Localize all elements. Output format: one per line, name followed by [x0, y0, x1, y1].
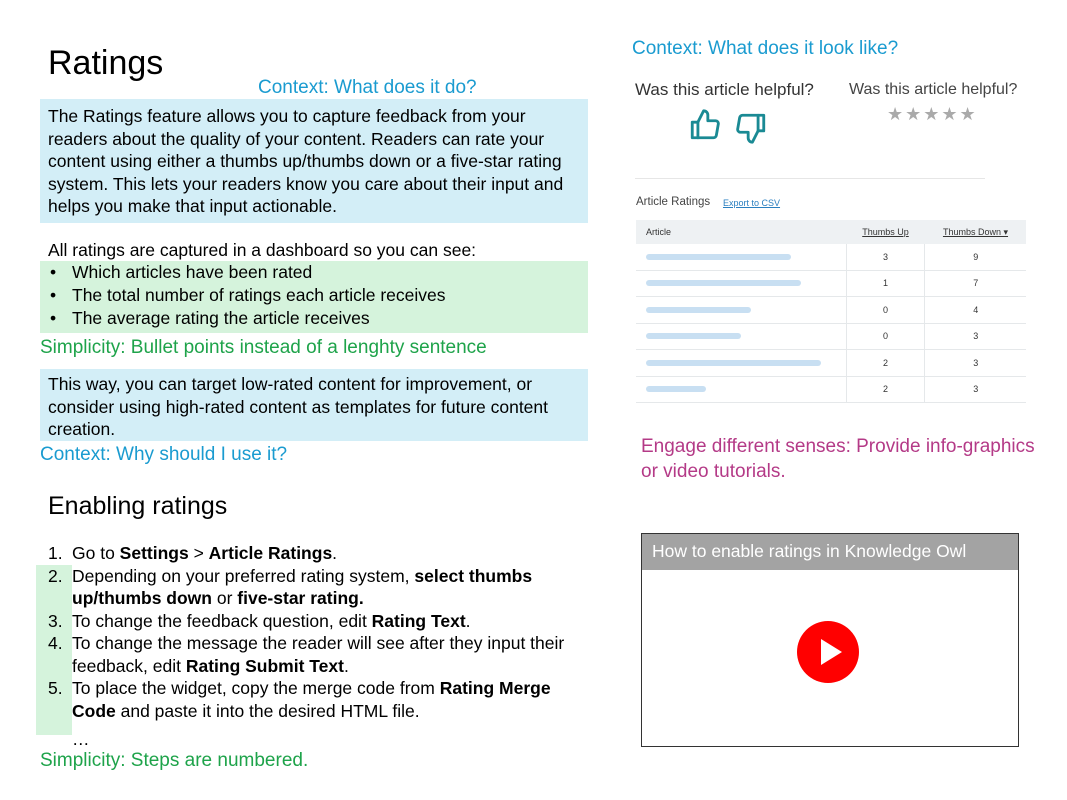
- sort-down-icon: ▾: [1003, 226, 1009, 237]
- column-header-thumbs-up[interactable]: Thumbs Up: [846, 220, 925, 244]
- table-row: [636, 244, 1026, 270]
- thumbs-down-count: 3: [925, 376, 1026, 403]
- step-text: To change the message the reader will see after they input their feedback, edit: [72, 633, 565, 676]
- engage-senses-label: Engage different senses: Provide info-graphics or video tutorials.: [641, 436, 1035, 482]
- step-bold: Rating Text: [371, 610, 466, 631]
- divider: [635, 178, 985, 179]
- thumbs-up-count: 0: [846, 323, 925, 350]
- simplicity-bullets-label: Simplicity: Bullet points instead of a lenghty sentence: [40, 337, 487, 358]
- why-paragraph: This way, you can target low-rated content for improvement, or consider using high-rated content as templates for future content creation.: [48, 374, 549, 439]
- step-number: 3.: [48, 610, 63, 631]
- bullet-item: • The total number of ratings each article receives: [48, 284, 586, 307]
- table-title: Article Ratings: [636, 196, 711, 208]
- step-text: To change the feedback question, edit: [72, 610, 372, 631]
- step-bold: five-star rating.: [237, 588, 364, 608]
- step-bold: Article Ratings: [208, 543, 333, 563]
- table-row: [636, 270, 1026, 297]
- step-text: >: [188, 543, 209, 563]
- step-number: 2.: [48, 565, 63, 586]
- thumbs-widget-question: Was this article helpful?: [635, 80, 814, 99]
- thumbs-up-count: 2: [846, 376, 925, 403]
- table-row: [636, 350, 1026, 377]
- video-title: How to enable ratings in Knowledge Owl: [642, 534, 1018, 570]
- step-text: and paste it into the desired HTML file.: [115, 700, 420, 721]
- column-header-article: Article: [636, 220, 846, 244]
- step-item: [48, 610, 590, 633]
- thumbs-down-count: 3: [925, 350, 1026, 377]
- article-link-blurred[interactable]: [636, 350, 846, 377]
- intro-paragraph: The Ratings feature allows you to capture feedback from your readers about the quality of your content. Readers can rate your content using either a thumbs up/thumbs down or a five-star rating system. This lets your readers know you care about their input and helps you make that input actionable.: [48, 106, 564, 216]
- step-number: 1.: [48, 543, 63, 563]
- article-link-blurred[interactable]: [636, 297, 846, 324]
- article-link-blurred[interactable]: [636, 244, 846, 270]
- feature-bullet-list: [48, 261, 586, 330]
- bullet-item: • The average rating the article receives: [48, 307, 586, 330]
- thumbs-down-count: 3: [925, 323, 1026, 350]
- step-bold: Settings: [119, 543, 189, 563]
- step-item: [48, 632, 590, 677]
- enabling-heading: Enabling ratings: [48, 492, 228, 520]
- step-text: Depending on your preferred rating system,: [72, 565, 415, 586]
- step-number: 4.: [48, 633, 63, 653]
- stars-widget-question: Was this article helpful?: [849, 81, 1018, 98]
- step-text: .: [465, 610, 471, 631]
- step-number: 5.: [48, 678, 63, 698]
- thumbs-up-count: 0: [846, 297, 925, 324]
- thumbs-down-icon[interactable]: [734, 111, 768, 150]
- enable-steps-list: [48, 542, 590, 722]
- step-item: [48, 565, 590, 610]
- table-row: [636, 376, 1026, 403]
- step-text: or: [211, 588, 238, 608]
- step-bold: Rating Submit Text: [185, 655, 344, 676]
- column-header-thumbs-down[interactable]: [925, 220, 1026, 244]
- article-link-blurred[interactable]: [636, 270, 846, 297]
- thumbs-down-count: 4: [925, 297, 1026, 324]
- video-player[interactable]: [641, 533, 1019, 747]
- column-header-label: Thumbs Down: [942, 226, 1001, 237]
- thumbs-up-icon[interactable]: [688, 108, 722, 147]
- five-star-rating-icons[interactable]: ★★★★★: [887, 104, 978, 124]
- article-link-blurred[interactable]: [636, 376, 846, 403]
- bullet-item: • Which articles have been rated: [48, 261, 586, 284]
- table-row: [636, 297, 1026, 324]
- simplicity-steps-label: Simplicity: Steps are numbered.: [40, 750, 309, 771]
- context-what-label: Context: What does it do?: [258, 77, 477, 98]
- play-button-icon[interactable]: [796, 620, 860, 689]
- step-bold: select thumbs up/thumbs down: [72, 565, 533, 608]
- step-text: .: [343, 655, 349, 676]
- thumbs-up-count: 2: [846, 350, 925, 377]
- dashboard-intro: All ratings are captured in a dashboard so you can see:: [48, 240, 477, 260]
- steps-ellipsis: …: [72, 729, 90, 749]
- ratings-table: [636, 220, 1026, 403]
- export-csv-link[interactable]: Export to CSV: [723, 198, 781, 208]
- step-item: [48, 542, 590, 565]
- step-bold: Rating Merge Code: [72, 678, 551, 721]
- table-header-row: [636, 220, 1026, 244]
- step-text: To place the widget, copy the merge code from: [72, 678, 440, 698]
- page-title: Ratings: [48, 44, 164, 82]
- step-item: [48, 677, 590, 722]
- thumbs-up-count: 1: [846, 270, 925, 297]
- thumbs-down-count: 9: [925, 244, 1026, 270]
- thumbs-down-count: 7: [925, 270, 1026, 297]
- context-why-label: Context: Why should I use it?: [40, 444, 288, 465]
- table-row: [636, 323, 1026, 350]
- step-text: .: [332, 543, 338, 563]
- step-text: Go to: [72, 543, 120, 563]
- context-look-label: Context: What does it look like?: [632, 38, 899, 59]
- article-link-blurred[interactable]: [636, 323, 846, 350]
- thumbs-up-count: 3: [846, 244, 925, 270]
